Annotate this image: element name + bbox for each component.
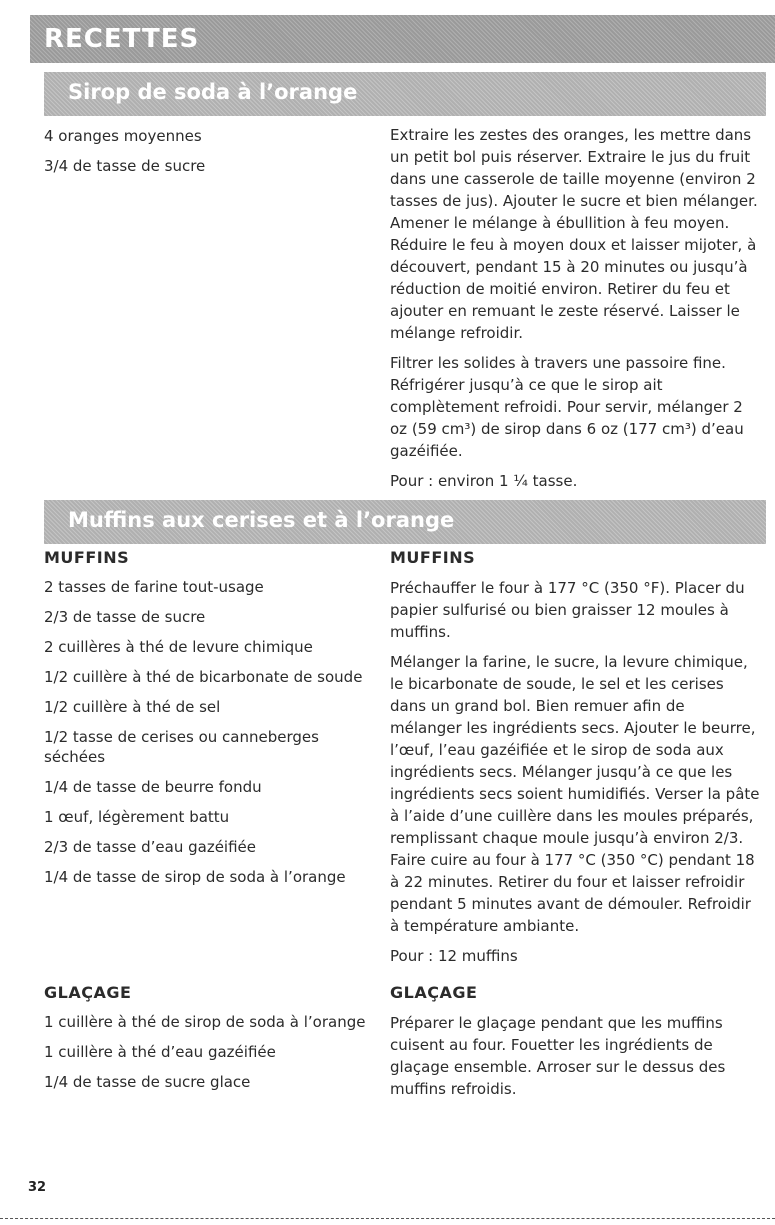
bottom-divider bbox=[0, 1218, 775, 1219]
recipe-title: Sirop de soda à l’orange bbox=[68, 80, 358, 104]
instructions bbox=[390, 548, 760, 975]
ingredient-item: 1/4 de tasse de beurre fondu bbox=[44, 778, 262, 796]
section-heading: GLAÇAGE bbox=[44, 983, 132, 1002]
ingredient-item: 1/2 cuillère à thé de sel bbox=[44, 698, 221, 716]
page-title: RECETTES bbox=[44, 24, 200, 54]
header-band bbox=[30, 15, 775, 63]
ingredient-item: 2/3 de tasse d’eau gazéifiée bbox=[44, 838, 256, 856]
ingredient-item: 1/2 cuillère à thé de bicarbonate de soude bbox=[44, 668, 363, 686]
ingredient-item: 1 cuillère à thé de sirop de soda à l’orange bbox=[44, 1013, 366, 1031]
instruction-paragraph: Préchauffer le four à 177 °C (350 °F). Placer du papier sulfurisé ou bien graisser 12 moules à muffins. bbox=[390, 579, 745, 641]
ingredient-item: 2 tasses de farine tout-usage bbox=[44, 578, 264, 596]
instruction-paragraph: Extraire les zestes des oranges, les mettre dans un petit bol puis réserver. Extraire le jus du fruit dans une casserole de taille moyenne (environ 2 tasses de jus). Ajouter le sucre et bien mélanger. Amener le mélange à ébullition à feu moyen. Réduire le feu à moyen doux et laisser mijoter, à découvert, pendant 15 à 20 minutes ou jusqu’à réduction de moitié environ. Retirer du feu et ajouter en remuant le zeste réservé. Laisser le mélange refroidir. bbox=[390, 126, 758, 342]
recipe-title: Muffins aux cerises et à l’orange bbox=[68, 508, 455, 532]
glacage-instructions bbox=[390, 983, 760, 1108]
ingredient-item: 1/4 de tasse de sirop de soda à l’orange bbox=[44, 868, 346, 886]
ingredient-item: 1/4 de tasse de sucre glace bbox=[44, 1073, 251, 1091]
recipe-yield: Pour : 12 muffins bbox=[390, 947, 518, 965]
ingredient-item: 1 cuillère à thé d’eau gazéifiée bbox=[44, 1043, 276, 1061]
instructions bbox=[390, 124, 760, 500]
glacage-ingredients bbox=[44, 983, 374, 1102]
page-number: 32 bbox=[28, 1180, 47, 1195]
ingredients-list bbox=[44, 548, 374, 897]
section-heading: MUFFINS bbox=[390, 548, 476, 567]
instruction-paragraph: Mélanger la farine, le sucre, la levure chimique, le bicarbonate de soude, le sel et les cerises dans un grand bol. Bien remuer afin de mélanger les ingrédients secs. Ajouter le beurre, l’œuf, l’eau gazéifiée et le sirop de soda aux ingrédients secs. Mélanger jusqu’à ce que les ingrédients secs soient humidifiés. Verser la pâte à l’aide d’une cuillère dans les moules préparés, remplissant chaque moule jusqu’à environ 2/3. Faire cuire au four à 177 °C (350 °C) pendant 18 à 22 minutes. Retirer du four et laisser refroidir pendant 5 minutes avant de démouler. Refroidir à température ambiante. bbox=[390, 653, 760, 935]
ingredient-item: 1 œuf, légèrement battu bbox=[44, 808, 230, 826]
section-heading: GLAÇAGE bbox=[390, 983, 478, 1002]
ingredient-item: 1/2 tasse de cerises ou canneberges séchées bbox=[44, 728, 319, 766]
recipe-yield: Pour : environ 1 ¼ tasse. bbox=[390, 472, 578, 490]
ingredient-item: 4 oranges moyennes bbox=[44, 127, 202, 145]
recipe-title-band bbox=[44, 500, 766, 544]
instruction-paragraph: Préparer le glaçage pendant que les muffins cuisent au four. Fouetter les ingrédients de glaçage ensemble. Arroser sur le dessus des muffins refroidis. bbox=[390, 1014, 726, 1098]
recipe-title-band bbox=[44, 72, 766, 116]
ingredients-list bbox=[44, 126, 374, 186]
ingredient-item: 2/3 de tasse de sucre bbox=[44, 608, 206, 626]
ingredient-item: 2 cuillères à thé de levure chimique bbox=[44, 638, 313, 656]
instruction-paragraph: Filtrer les solides à travers une passoire fine. Réfrigérer jusqu’à ce que le sirop ait complètement refroidi. Pour servir, mélanger 2 oz (59 cm³) de sirop dans 6 oz (177 cm³) d’eau gazéifiée. bbox=[390, 354, 744, 460]
section-heading: MUFFINS bbox=[44, 548, 130, 567]
ingredient-item: 3/4 de tasse de sucre bbox=[44, 157, 206, 175]
